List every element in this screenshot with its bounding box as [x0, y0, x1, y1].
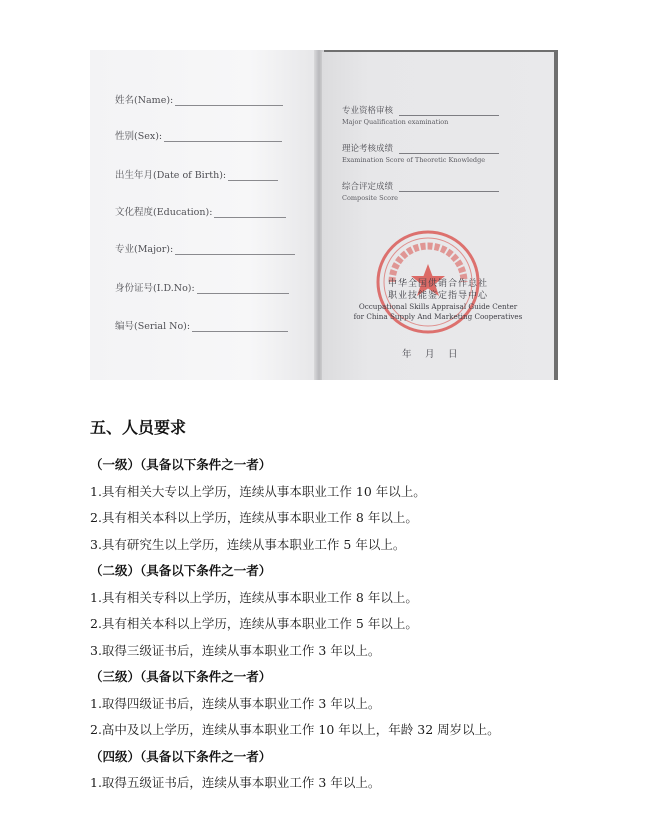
- composite-score-label-en: Composite Score: [342, 194, 399, 202]
- education-line: [214, 208, 286, 218]
- dob-field: [115, 167, 278, 181]
- requirements-list: [90, 452, 590, 797]
- name-line: [175, 96, 283, 106]
- certificate-photo: [90, 50, 558, 380]
- serial-line: [192, 322, 288, 332]
- level-3-item-1: 1.取得四级证书后，连续从事本职业工作 3 年以上。: [90, 695, 381, 711]
- id-label: 身份证号(I.D.No):: [115, 283, 195, 294]
- sex-line: [164, 132, 282, 142]
- name-label: 姓名(Name):: [115, 95, 174, 106]
- composite-score-field: [342, 180, 532, 202]
- level-2-heading: （二级）（具备以下条件之一者）: [90, 563, 272, 578]
- org-name-en-2: for China Supply And Marketing Cooperatives: [353, 312, 523, 321]
- level-3-heading: （三级）（具备以下条件之一者）: [90, 669, 272, 684]
- name-field: [115, 92, 283, 106]
- issuing-organization: [328, 278, 548, 322]
- serial-field: [115, 318, 288, 332]
- education-label: 文化程度(Education):: [115, 207, 213, 218]
- theory-score-label-cn: 理论考核成绩: [342, 144, 394, 154]
- dob-label: 出生年月(Date of Birth):: [115, 170, 227, 181]
- org-name-cn-2: 职业技能鉴定指导中心: [387, 291, 488, 301]
- issue-date: 年 月 日: [402, 349, 460, 360]
- major-label: 专业(Major):: [115, 244, 174, 255]
- level-1-heading: （一级）（具备以下条件之一者）: [90, 457, 272, 472]
- sex-label: 性别(Sex):: [115, 131, 163, 142]
- level-3-item-2: 2.高中及以上学历，连续从事本职业工作 10 年以上，年龄 32 周岁以上。: [90, 722, 500, 737]
- level-4-item-1: 1.取得五级证书后，连续从事本职业工作 3 年以上。: [90, 775, 381, 790]
- certificate-left-page: [90, 50, 319, 380]
- theory-score-label-en: Examination Score of Theoretic Knowledge: [342, 156, 486, 164]
- major-line: [175, 245, 295, 255]
- major-field: [115, 241, 295, 255]
- level-2-item-2: 2.具有相关本科以上学历，连续从事本职业工作 5 年以上。: [90, 616, 418, 631]
- certificate-right-page: [322, 52, 554, 380]
- level-2-item-1: 1.具有相关专科以上学历，连续从事本职业工作 8 年以上。: [90, 589, 418, 605]
- dob-line: [228, 171, 278, 181]
- composite-score-label-cn: 综合评定成绩: [342, 182, 394, 192]
- qualification-label-en: Major Qualification examination: [342, 118, 449, 126]
- level-1-item-1: 1.具有相关大专以上学历，连续从事本职业工作 10 年以上。: [90, 483, 426, 499]
- composite-score-line: [399, 183, 499, 192]
- org-name-cn-1: 中华全国供销合作总社: [387, 279, 488, 289]
- section-title: 五、人员要求: [90, 418, 187, 437]
- level-4-heading: （四级）（具备以下条件之一者）: [90, 748, 272, 764]
- qualification-line: [399, 107, 499, 116]
- qualification-label-cn: 专业资格审核: [342, 106, 394, 116]
- id-line: [197, 284, 289, 294]
- serial-label: 编号(Serial No):: [115, 321, 191, 332]
- id-field: [115, 280, 289, 294]
- sex-field: [115, 128, 282, 142]
- qualification-field: [342, 104, 532, 126]
- org-name-en-1: Occupational Skills Appraisal Guide Center: [358, 302, 518, 311]
- level-1-item-2: 2.具有相关本科以上学历，连续从事本职业工作 8 年以上。: [90, 510, 418, 525]
- level-2-item-3: 3.取得三级证书后，连续从事本职业工作 3 年以上。: [90, 642, 381, 658]
- theory-score-field: [342, 142, 532, 164]
- theory-score-line: [399, 145, 499, 154]
- level-1-item-3: 3.具有研究生以上学历，连续从事本职业工作 5 年以上。: [90, 536, 406, 552]
- education-field: [115, 204, 286, 218]
